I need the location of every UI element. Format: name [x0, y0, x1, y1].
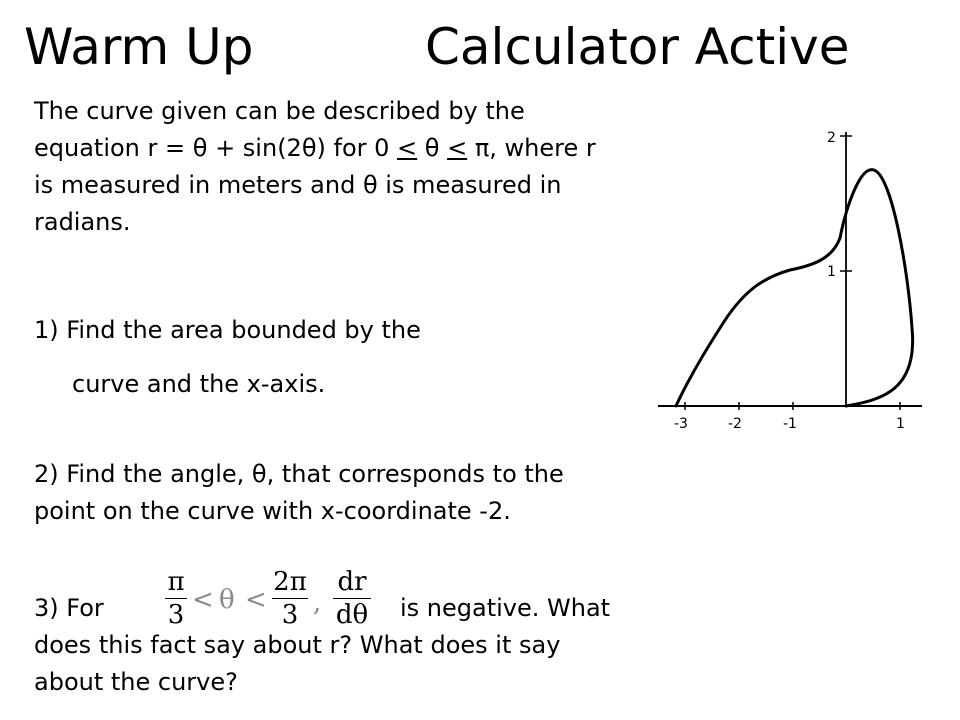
- inequality-sign-1: <: [192, 585, 214, 615]
- less-equal-sign-2: <: [447, 134, 468, 162]
- x-tick-label-neg1: -1: [783, 416, 797, 432]
- comma: ,: [313, 588, 322, 618]
- fraction-dr-dtheta: dr dθ: [333, 567, 371, 630]
- intro-line-2: equation r = θ + sin(2θ) for 0 < θ < π, where r: [34, 134, 596, 162]
- x-tick-label-1: 1: [896, 416, 905, 432]
- fraction-pi-over-3: π 3: [165, 567, 187, 630]
- theta-symbol: θ: [219, 585, 235, 615]
- polar-curve-figure: [650, 120, 930, 440]
- question-3-line-3: about the curve?: [34, 668, 238, 696]
- question-1-line-1: 1) Find the area bounded by the: [34, 316, 421, 344]
- x-tick-label-neg3: -3: [674, 416, 688, 432]
- question-1-line-2: curve and the x-axis.: [72, 370, 326, 398]
- question-3-prefix: 3) For: [34, 594, 104, 622]
- polar-curve: [676, 170, 913, 406]
- inequality-sign-2: <: [245, 585, 267, 615]
- title-calculator-active: Calculator Active: [425, 18, 850, 76]
- question-2-line-1: 2) Find the angle, θ, that corresponds to the: [34, 460, 564, 488]
- intro-paragraph: [34, 93, 596, 241]
- question-3-line-2: does this fact say about r? What does it say: [34, 631, 561, 659]
- intro-line-3: is measured in meters and θ is measured in: [34, 171, 562, 199]
- y-tick-label-1: 1: [827, 264, 836, 280]
- question-2-line-2: point on the curve with x-coordinate -2.: [34, 497, 511, 525]
- x-tick-label-neg2: -2: [728, 416, 742, 432]
- question-3: [34, 627, 560, 701]
- intro-line-4: radians.: [34, 208, 131, 236]
- question-3-suffix: is negative. What: [400, 594, 611, 622]
- title-warm-up: Warm Up: [24, 18, 254, 76]
- less-equal-sign-1: <: [397, 134, 418, 162]
- question-2: [34, 456, 564, 530]
- fraction-2pi-over-3: 2π 3: [273, 567, 307, 630]
- y-tick-label-2: 2: [827, 130, 836, 146]
- intro-line-1: The curve given can be described by the: [34, 97, 525, 125]
